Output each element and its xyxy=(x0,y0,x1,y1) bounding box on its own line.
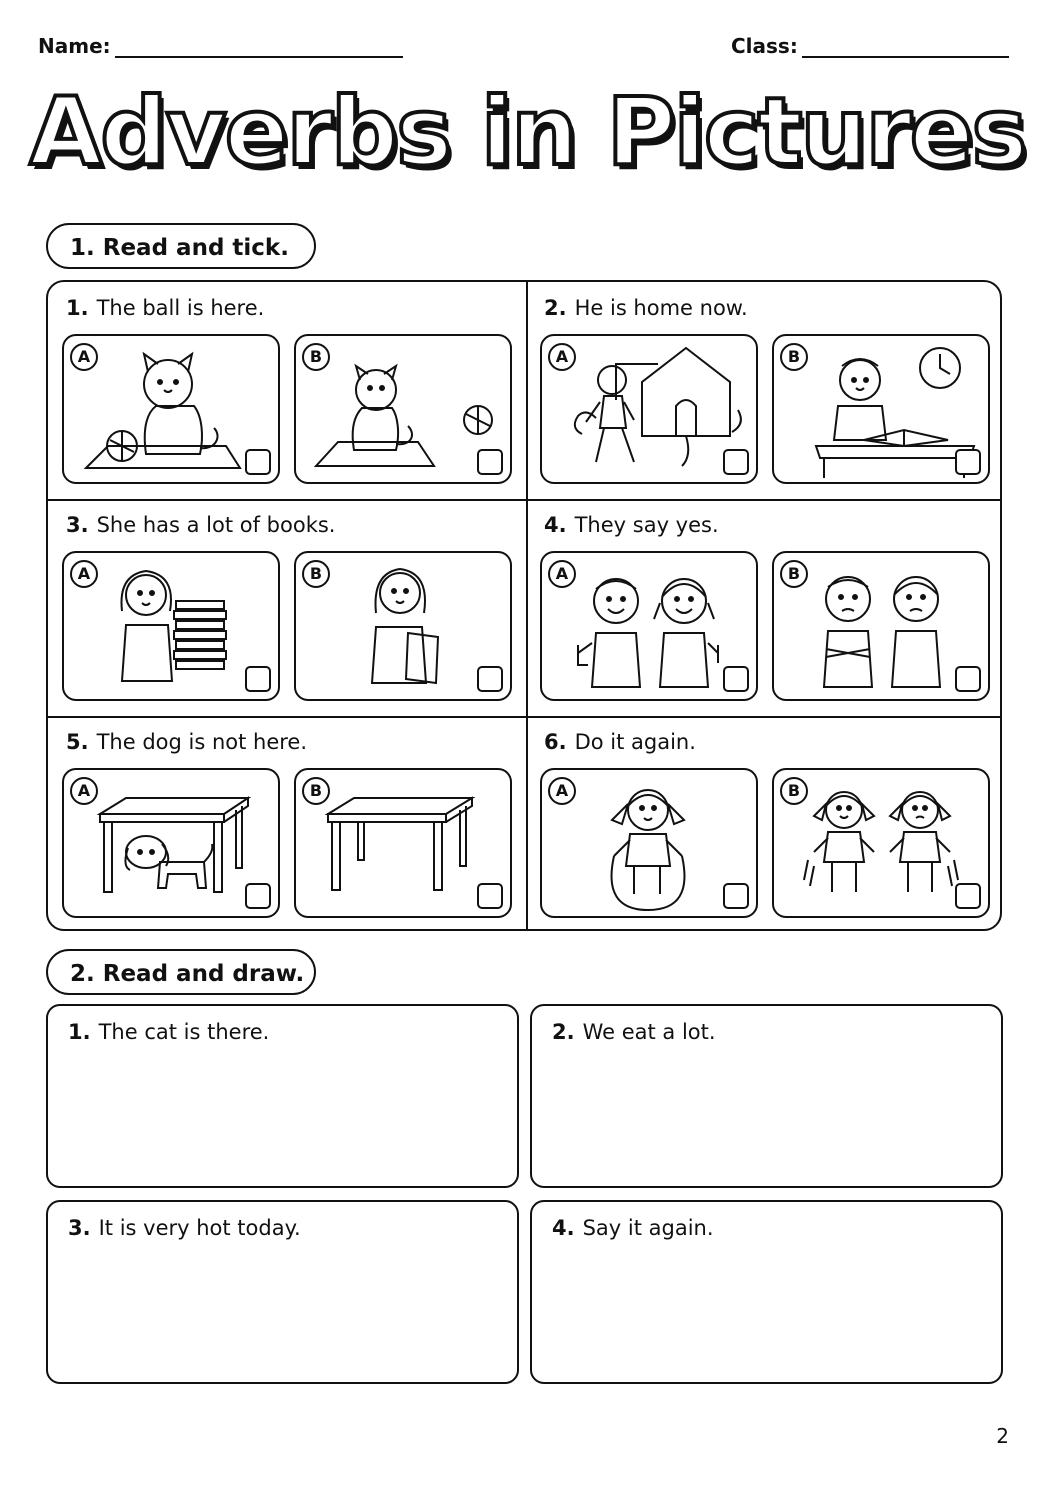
tick-grid xyxy=(46,280,1002,931)
option-card-a[interactable] xyxy=(540,768,758,918)
tick-box[interactable] xyxy=(723,883,749,909)
question-text: The dog is not here. xyxy=(96,730,308,754)
class-field[interactable] xyxy=(802,56,1009,58)
page-title: Adverbs in Pictures xyxy=(29,78,1026,187)
question-text: He is home now. xyxy=(574,296,748,320)
name-label: Name: xyxy=(38,34,111,58)
question-1-3 xyxy=(48,499,526,716)
option-card-a[interactable] xyxy=(540,551,758,701)
option-card-a[interactable] xyxy=(62,768,280,918)
question-number: 1. xyxy=(66,296,89,320)
question-1-4 xyxy=(526,499,1004,716)
question-text: She has a lot of books. xyxy=(96,513,336,537)
question-text: The ball is here. xyxy=(96,296,265,320)
question-number: 2. xyxy=(552,1020,575,1044)
class-label: Class: xyxy=(731,34,798,58)
option-b-badge: B xyxy=(780,777,808,805)
section-2-heading: 2. Read and draw. xyxy=(46,949,316,995)
option-card-b[interactable] xyxy=(294,551,512,701)
tick-box[interactable] xyxy=(955,883,981,909)
question-1-1 xyxy=(48,282,526,499)
option-a-badge: A xyxy=(548,343,576,371)
draw-box-2[interactable] xyxy=(530,1004,1003,1188)
option-card-b[interactable] xyxy=(294,334,512,484)
option-b-badge: B xyxy=(302,343,330,371)
draw-box-4[interactable] xyxy=(530,1200,1003,1384)
tick-box[interactable] xyxy=(955,449,981,475)
question-number: 4. xyxy=(552,1216,575,1240)
tick-box[interactable] xyxy=(477,666,503,692)
option-b-badge: B xyxy=(302,560,330,588)
question-number: 2. xyxy=(544,296,567,320)
tick-box[interactable] xyxy=(245,883,271,909)
draw-box-3[interactable] xyxy=(46,1200,519,1384)
name-field[interactable] xyxy=(115,56,403,58)
option-card-a[interactable] xyxy=(540,334,758,484)
tick-box[interactable] xyxy=(723,449,749,475)
question-text: Say it again. xyxy=(582,1216,714,1240)
section-1-heading: 1. Read and tick. xyxy=(46,223,316,269)
tick-box[interactable] xyxy=(477,449,503,475)
option-card-a[interactable] xyxy=(62,334,280,484)
tick-box[interactable] xyxy=(477,883,503,909)
tick-box[interactable] xyxy=(245,449,271,475)
option-a-badge: A xyxy=(70,343,98,371)
question-number: 5. xyxy=(66,730,89,754)
tick-box[interactable] xyxy=(955,666,981,692)
option-card-a[interactable] xyxy=(62,551,280,701)
question-1-5 xyxy=(48,716,526,933)
option-card-b[interactable] xyxy=(294,768,512,918)
option-card-b[interactable] xyxy=(772,334,990,484)
question-text: They say yes. xyxy=(574,513,719,537)
option-b-badge: B xyxy=(302,777,330,805)
option-card-b[interactable] xyxy=(772,551,990,701)
question-1-6 xyxy=(526,716,1004,933)
option-b-badge: B xyxy=(780,343,808,371)
question-number: 3. xyxy=(68,1216,91,1240)
option-a-badge: A xyxy=(70,560,98,588)
question-1-2 xyxy=(526,282,1004,499)
option-a-badge: A xyxy=(548,560,576,588)
question-number: 3. xyxy=(66,513,89,537)
page-number: 2 xyxy=(996,1424,1009,1448)
option-a-badge: A xyxy=(70,777,98,805)
tick-box[interactable] xyxy=(245,666,271,692)
question-number: 1. xyxy=(68,1020,91,1044)
question-text: The cat is there. xyxy=(98,1020,270,1044)
draw-box-1[interactable] xyxy=(46,1004,519,1188)
question-number: 6. xyxy=(544,730,567,754)
question-number: 4. xyxy=(544,513,567,537)
option-a-badge: A xyxy=(548,777,576,805)
tick-box[interactable] xyxy=(723,666,749,692)
question-text: Do it again. xyxy=(574,730,696,754)
question-text: We eat a lot. xyxy=(582,1020,716,1044)
option-card-b[interactable] xyxy=(772,768,990,918)
question-text: It is very hot today. xyxy=(98,1216,301,1240)
option-b-badge: B xyxy=(780,560,808,588)
